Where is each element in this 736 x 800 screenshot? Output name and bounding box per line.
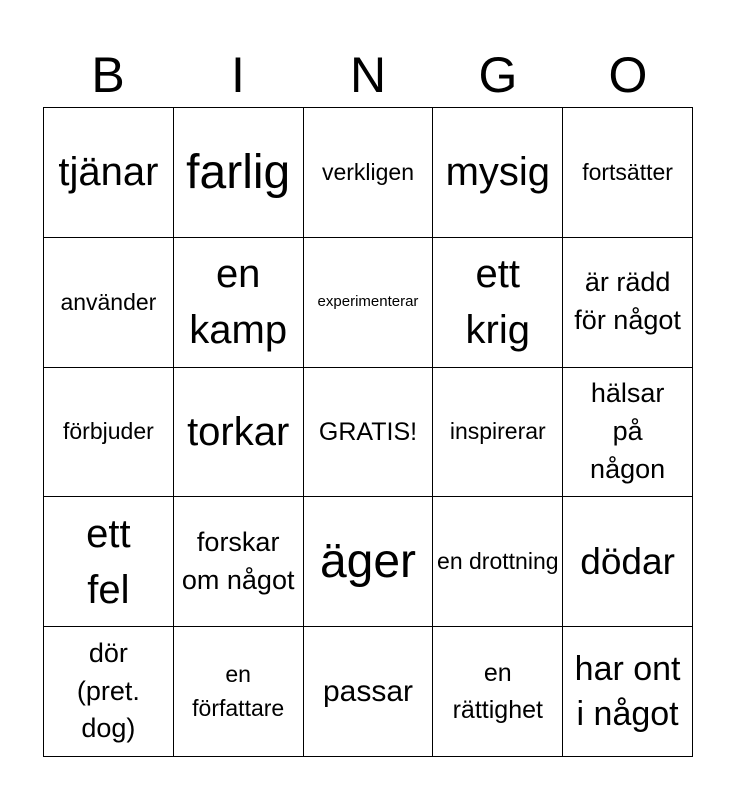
cell-text: inspirerar	[449, 418, 546, 445]
bingo-cell-r5-c2[interactable]	[174, 627, 304, 757]
bingo-board	[43, 107, 693, 757]
cell-text: en kamp	[189, 252, 288, 353]
cell-text: en författare	[192, 661, 285, 721]
cell-text: en drottning	[437, 548, 559, 575]
cell-text: en rättighet	[452, 659, 543, 724]
bingo-cell-r5-c1[interactable]	[44, 627, 174, 757]
bingo-cell-r1-c2[interactable]	[174, 108, 304, 238]
header-letter-i: I	[231, 47, 245, 103]
cell-text: tjänar	[58, 150, 159, 195]
header-letter-b: B	[91, 47, 125, 103]
cell-text: dör (pret. dog)	[76, 637, 140, 744]
bingo-cell-r3-c2[interactable]	[174, 368, 304, 498]
cell-text: passar	[322, 675, 414, 709]
bingo-cell-r5-c3[interactable]	[304, 627, 434, 757]
bingo-cell-r4-c3[interactable]	[304, 497, 434, 627]
cell-text: hälsar på någon	[590, 378, 666, 484]
bingo-cell-r4-c5[interactable]	[563, 497, 693, 627]
cell-text: ett krig	[465, 252, 530, 353]
cell-text: torkar	[187, 409, 290, 454]
header-letter-o: O	[608, 47, 648, 103]
bingo-cell-r2-c3[interactable]	[304, 238, 434, 368]
bingo-header	[43, 44, 693, 106]
cell-text: har ont i något	[574, 650, 681, 733]
bingo-cell-r3-c4[interactable]	[433, 368, 563, 498]
cell-text: är rädd för något	[574, 267, 681, 336]
bingo-cell-r1-c3[interactable]	[304, 108, 434, 238]
cell-text: forskar om något	[181, 526, 295, 595]
bingo-cell-r1-c4[interactable]	[433, 108, 563, 238]
bingo-cell-r1-c1[interactable]	[44, 108, 174, 238]
header-letter-n: N	[349, 47, 387, 103]
bingo-cell-r3-c1[interactable]	[44, 368, 174, 498]
bingo-cell-r5-c4[interactable]	[433, 627, 563, 757]
bingo-cell-r4-c2[interactable]	[174, 497, 304, 627]
bingo-cell-r3-c5[interactable]	[563, 368, 693, 498]
cell-text: verkligen	[321, 158, 415, 185]
cell-text: förbjuder	[63, 418, 154, 445]
cell-text: mysig	[445, 150, 551, 195]
cell-text: använder	[60, 288, 157, 315]
cell-text: fortsätter	[582, 158, 673, 185]
cell-text: äger	[319, 535, 417, 589]
cell-text: experimenterar	[317, 293, 419, 311]
cell-text: ett fel	[86, 511, 131, 612]
bingo-cell-r3-c3[interactable]	[304, 368, 434, 498]
bingo-cell-r1-c5[interactable]	[563, 108, 693, 238]
header-letter-g: G	[478, 47, 518, 103]
bingo-cell-r5-c5[interactable]	[563, 627, 693, 757]
bingo-cell-r2-c4[interactable]	[433, 238, 563, 368]
cell-text: farlig	[186, 145, 291, 199]
bingo-cell-r2-c2[interactable]	[174, 238, 304, 368]
bingo-cell-r4-c4[interactable]	[433, 497, 563, 627]
cell-text: dödar	[580, 540, 675, 582]
bingo-cell-r2-c1[interactable]	[44, 238, 174, 368]
bingo-cell-r4-c1[interactable]	[44, 497, 174, 627]
bingo-cell-r2-c5[interactable]	[563, 238, 693, 368]
cell-text: GRATIS!	[318, 417, 418, 446]
